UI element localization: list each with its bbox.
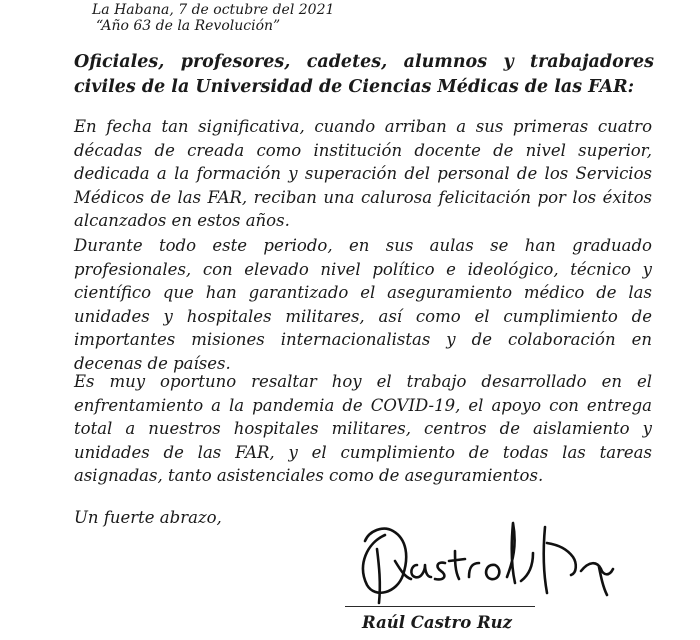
- body-paragraph-3: Es muy oportuno resaltar hoy el trabajo desarrollado en el enfrentamiento a la pandemia de COVID-19, el apoyo con entrega total a nuestros hospitales militares, centros de aislamiento y unidades de las FAR, y el cumplimiento de todas las tareas asignadas, tanto asistenciales como de aseguramientos.: [74, 372, 652, 485]
- letter-header: [92, 2, 334, 34]
- body-paragraph-2: Durante todo este periodo, en sus aulas se han graduado profesionales, con elevado nivel político e ideológico, técnico y científico que han garantizado el aseguramiento médico de las unidades y hospitales militares, así como el cumplimiento de importantes misiones internacionalistas y de colaboración en decenas de países.: [74, 236, 652, 373]
- signature-line: [345, 606, 535, 607]
- closing: Un fuerte abrazo,: [74, 508, 222, 527]
- signer-name: Raúl Castro Ruz: [362, 613, 513, 632]
- body-paragraph-1: En fecha tan significativa, cuando arriban a sus primeras cuatro décadas de creada como institución docente de nivel superior, dedicada a la formación y superación del personal de los Servicios Médicos de las FAR, reciban una calurosa felicitación por los éxitos alcanzados en estos años.: [74, 117, 652, 230]
- place-date: La Habana, 7 de octubre del 2021: [92, 2, 335, 18]
- handwritten-signature: [345, 505, 645, 615]
- year-motto: “Año 63 de la Revolución”: [96, 18, 281, 34]
- salutation: Oficiales, profesores, cadetes, alumnos y trabajadores civiles de la Universidad de Ciencias Médicas de las FAR:: [74, 52, 654, 97]
